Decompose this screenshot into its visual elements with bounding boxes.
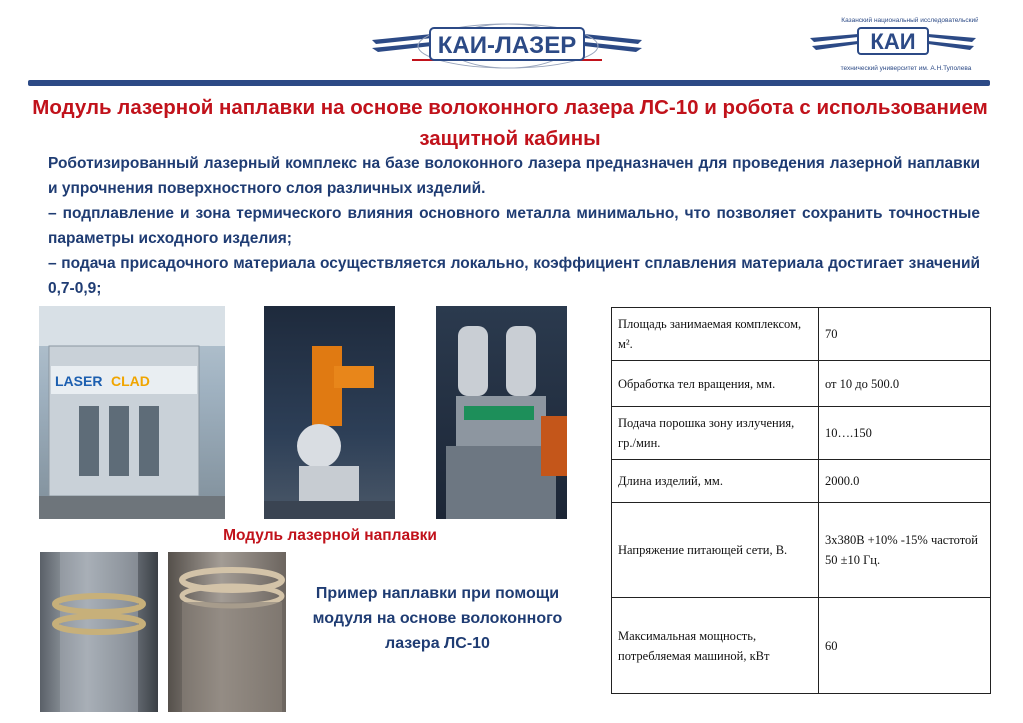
spec-value: 60 — [818, 598, 990, 694]
cabin-sign-clad: CLAD — [111, 373, 150, 389]
kai-university-logo — [808, 8, 978, 78]
table-row — [612, 598, 991, 694]
spec-value: 70 — [818, 308, 990, 361]
cabin-sign-laser: LASER — [55, 373, 103, 389]
table-row — [612, 460, 991, 503]
spec-value: 10….150 — [818, 407, 990, 460]
laser-head-photo — [436, 306, 567, 519]
logo-left-text: КАИ-ЛАЗЕР — [437, 32, 577, 59]
spec-label: Подача порошка зону излучения, гр./мин. — [612, 407, 819, 460]
specs-table — [611, 307, 991, 694]
spec-value: 3х380В +10% -15% частотой 50 ±10 Гц. — [818, 503, 990, 598]
cladding-shaft-photo — [40, 552, 158, 712]
paragraph-heat-zone: – подплавление и зона термического влияния основного металла минимально, что позволяет сохранить точностные параметры исходного изделия; — [48, 205, 980, 247]
table-row — [612, 361, 991, 407]
table-row — [612, 308, 991, 361]
description-text — [48, 151, 980, 301]
spec-label: Площадь занимаемая комплексом, м². — [612, 308, 819, 361]
example-caption: Пример наплавки при помощи модуля на основе волоконного лазера ЛС-10 — [312, 585, 563, 652]
logo-right-line2: технический университет им. А.Н.Туполева — [840, 65, 972, 72]
table-row — [612, 407, 991, 460]
spec-label: Максимальная мощность, потребляемая машиной, кВт — [612, 598, 819, 694]
logo-right-line1: Казанский национальный исследовательский — [841, 17, 978, 24]
kai-laser-logo-graphic — [372, 18, 642, 70]
spec-label: Длина изделий, мм. — [612, 460, 819, 503]
page-title: Модуль лазерной наплавки на основе волоконного лазера ЛС-10 и робота с использованием защитной кабины — [32, 96, 988, 150]
header-divider — [28, 80, 990, 86]
spec-label: Обработка тел вращения, мм. — [612, 361, 819, 407]
logo-right-abbr: КАИ — [870, 29, 916, 54]
robot-photo — [264, 306, 395, 519]
spec-value: 2000.0 — [818, 460, 990, 503]
paragraph-intro: Роботизированный лазерный комплекс на базе волоконного лазера предназначен для проведения лазерной наплавки и упрочнения поверхностного слоя различных изделий. — [48, 155, 980, 197]
paragraph-feed: – подача присадочного материала осуществляется локально, коэффициент сплавления материала достигает значений 0,7-0,9; — [48, 255, 980, 297]
cabin-photo — [39, 306, 225, 519]
module-caption: Модуль лазерной наплавки — [223, 527, 437, 544]
kai-university-logo-graphic — [808, 8, 978, 78]
cladding-sample-photo — [168, 552, 286, 712]
kai-laser-logo — [372, 18, 642, 70]
spec-label: Напряжение питающей сети, В. — [612, 503, 819, 598]
table-row — [612, 503, 991, 598]
spec-value: от 10 до 500.0 — [818, 361, 990, 407]
